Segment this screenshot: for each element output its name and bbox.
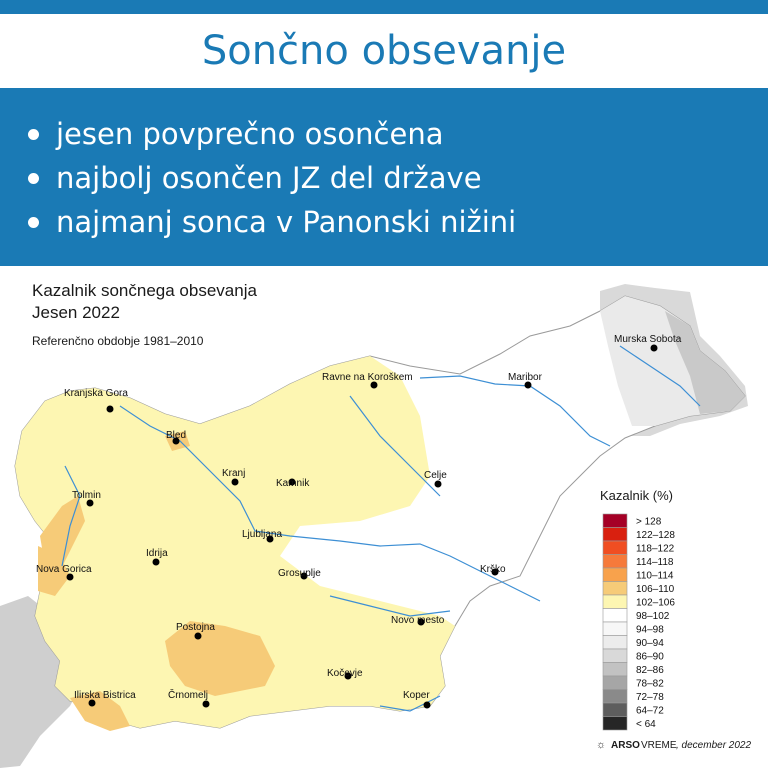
legend-swatch [603,649,627,663]
sunshine-map [0,266,768,768]
summary-item-text: najmanj sonca v Panonski nižini [56,205,517,239]
city-label: Maribor [508,372,542,383]
city-label: Postojna [176,622,215,633]
credit-brand: ARSO [611,740,640,751]
credit-date: , december 2022 [676,740,752,751]
legend-swatch [603,582,627,596]
city-label: Ilirska Bistrica [74,690,136,701]
city-label: Tolmin [72,490,101,501]
city-label: Novo mesto [391,615,445,626]
city-label: Celje [424,470,447,481]
city-label: Črnomelj [168,690,209,701]
city-label: Kranjska Gora [64,388,128,399]
city-dot-icon [651,345,658,352]
summary-list [28,112,516,244]
city-label: Grosuplje [278,568,321,579]
legend-label: 106–110 [636,584,675,595]
city-label: Nova Gorica [36,564,92,575]
legend-label: 122–128 [636,530,675,541]
city-label: Koper [403,690,430,701]
legend-swatch [603,528,627,542]
summary-item [28,112,516,156]
summary-band [0,88,768,266]
city-label: Kranj [222,468,246,479]
legend-swatch [603,703,627,717]
bullet-dot-icon [28,217,39,228]
legend-swatch [603,676,627,690]
legend-label: < 64 [636,719,656,730]
legend-label: 94–98 [636,624,664,636]
city-dot-icon [435,481,442,488]
legend-label: 72–78 [636,692,664,703]
legend-label: > 128 [636,516,662,528]
city-label: Krško [480,564,506,575]
legend-label: 82–86 [636,665,664,676]
legend-swatch [603,717,627,731]
city-dot-icon [203,701,210,708]
legend-swatch [603,609,627,623]
legend-title: Kazalnik (%) [600,488,673,503]
credit [596,739,751,751]
credit-suffix: VREME [641,740,677,751]
city-label: Bled [166,430,187,441]
map-title-line2: Jesen 2022 [32,303,120,322]
summary-item-text: jesen povprečno osončena [56,117,444,151]
city-dot-icon [232,479,239,486]
legend-swatch [603,622,627,636]
legend-swatch [603,595,627,609]
legend [603,514,675,730]
city-dot-icon [424,702,431,709]
legend-label: 110–114 [636,570,674,582]
legend-label: 98–102 [636,611,670,622]
city-label: Ravne na Koroškem [322,372,413,383]
city-dot-icon [153,559,160,566]
city-label: Idrija [146,548,168,559]
legend-label: 102–106 [636,597,675,609]
legend-swatch [603,568,627,582]
legend-label: 114–118 [636,557,674,568]
summary-item-text: najbolj osončen JZ del države [56,161,482,195]
summary-item [28,200,516,244]
page-title: Sončno obsevanje [201,28,567,74]
legend-label: 118–122 [636,543,675,555]
summary-item [28,156,516,200]
legend-swatch [603,541,627,555]
legend-label: 64–72 [636,705,664,717]
legend-label: 86–90 [636,651,664,663]
bullet-dot-icon [28,129,39,140]
legend-swatch [603,690,627,704]
city-label: Murska Sobota [614,334,682,345]
sun-logo-icon: ☼ [596,739,607,751]
legend-label: 78–82 [636,678,664,690]
map-title-line1: Kazalnik sončnega obsevanja [32,281,257,300]
city-label: Kočevje [327,668,363,679]
bullet-dot-icon [28,173,39,184]
city-label: Kamnik [276,478,310,489]
legend-swatch [603,663,627,677]
legend-swatch [603,514,627,528]
city-label: Ljubljana [242,529,283,540]
legend-swatch [603,636,627,650]
city-dot-icon [195,633,202,640]
map-subtitle: Referenčno obdobje 1981–2010 [32,334,204,348]
legend-swatch [603,555,627,569]
legend-label: 90–94 [636,638,664,649]
map-panel [0,266,768,768]
city-dot-icon [107,406,114,413]
top-accent-bar [0,0,768,14]
